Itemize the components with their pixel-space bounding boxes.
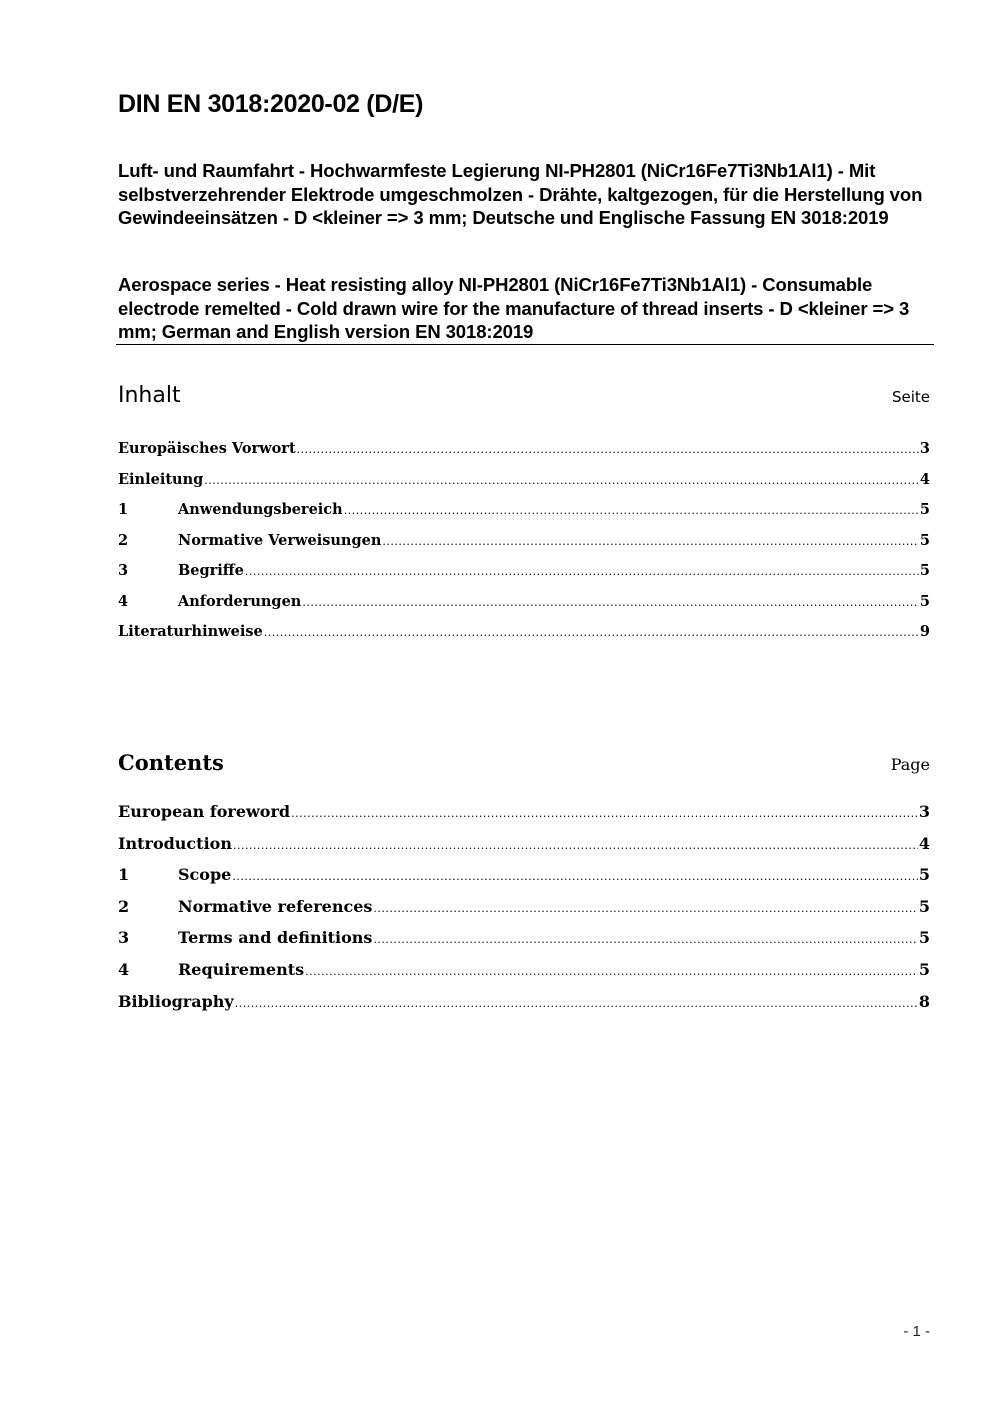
- toc-entry-number: 1: [118, 501, 129, 518]
- toc-heading-german: [118, 383, 930, 408]
- title-german: Luft- und Raumfahrt - Hochwarmfeste Legierung NI-PH2801 (NiCr16Fe7Ti3Nb1Al1) - Mit selbstverzehrender Elektrode umgeschmolzen - Drähte, kaltgezogen, für die Herstellung von Gewindeeinsätzen - D <kleiner => 3 mm; Deutsche und Englische Fassung EN 3018:2019: [118, 160, 923, 228]
- toc-entry-label: Europäisches Vorwort: [118, 440, 296, 457]
- toc-page-label-page: Page: [890, 755, 930, 774]
- toc-dot-leader: [373, 902, 917, 915]
- toc-dot-leader: [235, 997, 918, 1010]
- toc-heading-contents: Contents: [118, 750, 224, 775]
- toc-dot-leader: [302, 596, 919, 609]
- toc-entry-label: Normative Verweisungen: [178, 531, 382, 549]
- title-english: Aerospace series - Heat resisting alloy NI-PH2801 (NiCr16Fe7Ti3Nb1Al1) - Consumable electrode remelted - Cold drawn wire for the manufacture of thread inserts - D <kleiner => 3 mm; German and English version EN 3018:2019: [118, 274, 910, 342]
- toc-entry-number: 2: [118, 896, 130, 916]
- toc-entry-page: 4: [919, 470, 930, 488]
- toc-entry-label: Normative references: [178, 896, 373, 916]
- toc-dot-leader: [233, 839, 918, 852]
- page-number: - 1 -: [903, 1323, 930, 1340]
- toc-entry[interactable]: [118, 960, 930, 992]
- toc-entry-number: 3: [118, 928, 130, 948]
- toc-entry-label: Terms and definitions: [178, 928, 373, 948]
- toc-entry-number: 2: [118, 531, 129, 549]
- toc-dot-leader: [264, 626, 919, 639]
- toc-entry-page: 5: [918, 865, 930, 885]
- toc-heading-inhalt: Inhalt: [118, 383, 181, 408]
- toc-entry-page: 5: [919, 531, 930, 549]
- toc-entry[interactable]: [118, 501, 930, 532]
- toc-entry-number: 1: [118, 865, 130, 885]
- toc-entry-page: 5: [918, 896, 930, 916]
- toc-entry-number: 4: [118, 959, 130, 979]
- toc-dot-leader: [291, 807, 918, 820]
- toc-entry-label: European foreword: [118, 802, 291, 821]
- toc-entry-page: 3: [919, 440, 930, 457]
- toc-entry-page: 9: [919, 623, 930, 640]
- toc-entry-label: Introduction: [118, 833, 232, 853]
- toc-english: [118, 802, 930, 1023]
- toc-entry-label: Bibliography: [118, 991, 234, 1011]
- toc-entry-page: 5: [918, 928, 930, 948]
- toc-entry-page: 5: [918, 959, 930, 979]
- document-id-title: DIN EN 3018:2020-02 (D/E): [118, 90, 424, 118]
- toc-entry[interactable]: [118, 440, 930, 471]
- toc-entry-page: 5: [919, 562, 930, 579]
- toc-entry-label: Scope: [178, 865, 232, 885]
- toc-entry-page: 5: [919, 592, 930, 610]
- toc-entry[interactable]: [118, 834, 930, 866]
- toc-entry[interactable]: [118, 802, 930, 834]
- toc-german: [118, 440, 930, 654]
- toc-entry-number: 4: [118, 592, 129, 610]
- toc-entry-label: Requirements: [178, 959, 305, 979]
- toc-entry-label: Literaturhinweise: [118, 623, 263, 640]
- toc-dot-leader: [297, 443, 919, 456]
- toc-entry-page: 8: [918, 991, 930, 1011]
- toc-entry-label: Anwendungsbereich: [178, 501, 343, 518]
- toc-entry-label: Anforderungen: [178, 592, 302, 610]
- toc-entry[interactable]: [118, 593, 930, 624]
- toc-entry[interactable]: [118, 623, 930, 654]
- toc-page-label-seite: Seite: [891, 388, 930, 406]
- toc-dot-leader: [232, 870, 918, 883]
- toc-entry[interactable]: [118, 532, 930, 563]
- toc-entry[interactable]: [118, 471, 930, 502]
- toc-dot-leader: [245, 565, 919, 578]
- toc-entry-page: 5: [919, 501, 930, 518]
- toc-dot-leader: [373, 933, 917, 946]
- toc-dot-leader: [344, 504, 919, 517]
- toc-dot-leader: [305, 965, 918, 978]
- toc-entry[interactable]: [118, 992, 930, 1024]
- toc-entry-page: 3: [918, 802, 930, 821]
- toc-entry-number: 3: [118, 562, 129, 579]
- toc-heading-english: [118, 750, 930, 775]
- toc-entry-label: Begriffe: [178, 562, 244, 579]
- toc-entry[interactable]: [118, 865, 930, 897]
- toc-entry[interactable]: [118, 928, 930, 960]
- title-divider: [116, 344, 934, 345]
- toc-dot-leader: [382, 535, 919, 548]
- toc-entry[interactable]: [118, 562, 930, 593]
- toc-dot-leader: [204, 474, 919, 487]
- toc-entry-page: 4: [918, 833, 930, 853]
- toc-entry[interactable]: [118, 897, 930, 929]
- toc-entry-label: Einleitung: [118, 470, 204, 488]
